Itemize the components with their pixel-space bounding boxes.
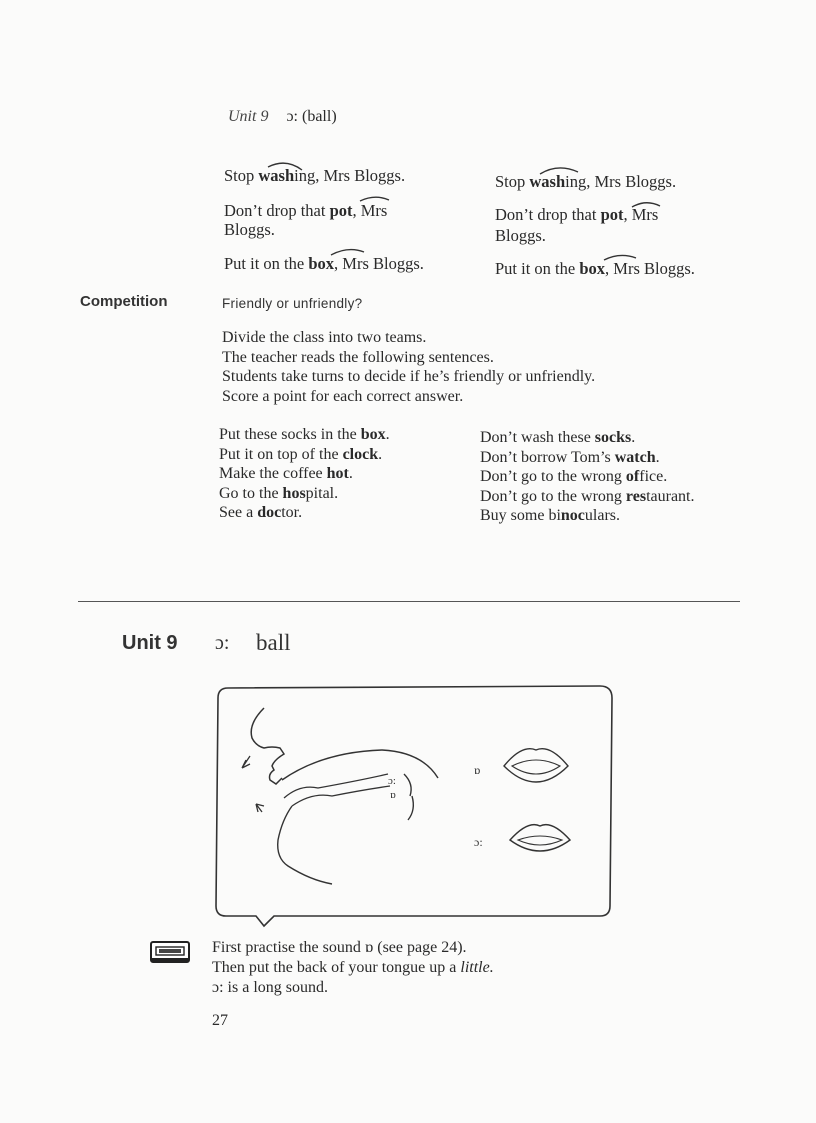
mouth-diagram — [212, 680, 617, 930]
intonation-left-3: Put it on the box, Mrs Bloggs. — [224, 254, 424, 273]
intonation-right-2b: Bloggs. — [495, 226, 546, 245]
intonation-left-2: Don’t drop that pot, Mrs — [224, 201, 388, 220]
cassette-icon — [150, 940, 190, 964]
intonation-arrows — [0, 0, 816, 300]
tongue-back — [404, 774, 413, 820]
list-item: Make the coffee hot. — [219, 465, 353, 482]
list-item: Don’t borrow Tom’s watch. — [480, 448, 660, 466]
lips-label-long: ɔ: — [474, 835, 483, 849]
footer-instructions: First practise the sound ɒ (see page 24). Then put the back of your tongue up a little. ɔ: is a long sound. — [212, 939, 494, 996]
competition-title: Friendly or unfriendly? — [222, 296, 363, 311]
intonation-right-2: Don’t drop that pot, Mrs — [495, 205, 659, 224]
competition-left-list — [219, 425, 390, 523]
header-unit: Unit 9 — [228, 108, 269, 125]
list-item: Don’t go to the wrong office. — [480, 468, 668, 485]
arrow-icon — [256, 804, 264, 812]
competition-right-list — [480, 428, 694, 526]
list-item: Put these socks in the box. — [219, 426, 390, 443]
rise-arrow-icon — [604, 255, 636, 260]
list-item: Don’t wash these socks. — [480, 429, 636, 446]
throat — [278, 806, 332, 884]
competition-label: Competition — [80, 293, 168, 310]
diagram-label-short: ɒ — [390, 789, 396, 801]
unit-title: Unit 9 — [122, 632, 178, 654]
rise-arrow-icon — [632, 203, 660, 207]
intonation-left-2b: Bloggs. — [224, 220, 275, 239]
unit-phoneme: ɔ: — [215, 632, 230, 654]
lips-rounded-icon — [510, 825, 570, 851]
intonation-left-1: Stop washing, Mrs Bloggs. — [224, 166, 406, 185]
fall-arrow-icon — [268, 163, 302, 170]
list-item: Don’t go to the wrong restaurant. — [480, 487, 695, 505]
rise-arrow-icon — [540, 168, 578, 174]
page-number: 27 — [212, 1012, 228, 1029]
list-item: Buy some binoculars. — [480, 507, 620, 524]
competition-instructions: Divide the class into two teams. The teacher reads the following sentences. Students take turns to decide if he’s friendly or unfriendly. Score a point for each correct answer. — [222, 329, 596, 405]
tongue-lower — [292, 786, 390, 806]
list-item: See a doctor. — [219, 504, 303, 521]
fall-arrow-icon — [360, 197, 389, 201]
list-item: Go to the hospital. — [219, 484, 339, 502]
unit-word: ball — [256, 630, 291, 655]
arrow-icon — [242, 756, 250, 768]
diagram-label-long: ɔ: — [388, 775, 396, 787]
tongue-upper — [284, 774, 388, 798]
intonation-right-1: Stop washing, Mrs Bloggs. — [495, 172, 677, 191]
intonation-right-3: Put it on the box, Mrs Bloggs. — [495, 259, 695, 278]
face-profile — [251, 708, 284, 784]
lips-label-short: ɒ — [474, 763, 481, 777]
palate — [282, 750, 438, 780]
header-phoneme: ɔ: (ball) — [286, 108, 337, 125]
section-divider — [78, 601, 740, 602]
fall-arrow-icon — [331, 250, 364, 255]
list-item: Put it on top of the clock. — [219, 445, 383, 463]
